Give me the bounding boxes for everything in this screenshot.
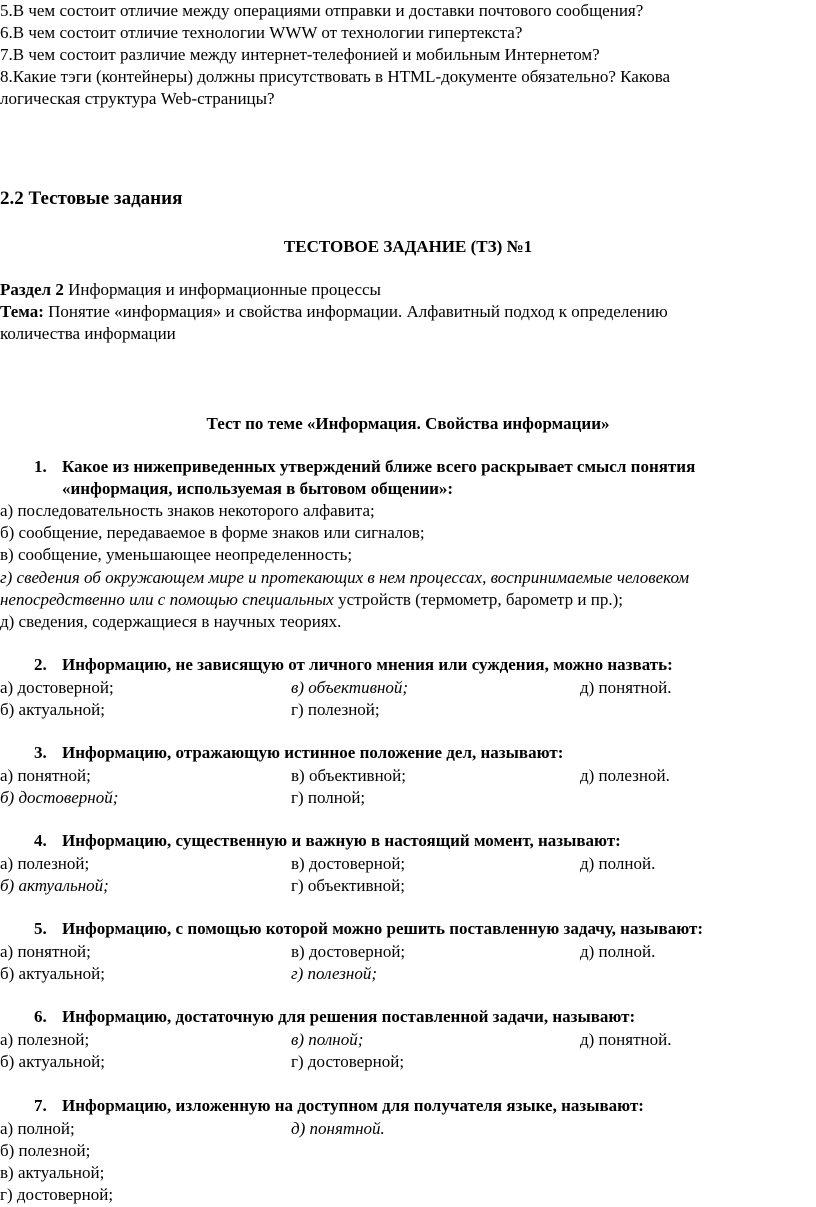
intro-question-5: 5.В чем состоит отличие между операциями отправки и доставки почтового сообщения? — [0, 1, 644, 20]
q5-number: 5. — [34, 919, 47, 938]
q3-option-g: г) полной; — [291, 788, 366, 807]
q2-option-d: д) понятной. — [580, 678, 672, 697]
q1-option-v: в) сообщение, уменьшающее неопределенность; — [0, 545, 353, 564]
q1-option-a: а) последовательность знаков некоторого алфавита; — [0, 501, 375, 520]
q1-title-cont: «информация, используемая в бытовом общении»: — [62, 479, 454, 498]
q3-option-b: б) достоверной; — [0, 788, 119, 807]
intro-question-8-cont: логическая структура Web-страницы? — [0, 89, 275, 108]
q3-number: 3. — [34, 743, 47, 762]
razdel-label: Раздел 2 — [0, 280, 64, 299]
q1-option-d: д) сведения, содержащиеся в научных теориях. — [0, 612, 342, 631]
q7-option-g: г) достоверной; — [0, 1185, 114, 1204]
test-title: ТЕСТОВОЕ ЗАДАНИЕ (ТЗ) №1 — [283, 237, 533, 256]
q3-option-a: а) понятной; — [0, 766, 91, 785]
q1-option-g: г) сведения об окружающем мире и протекающих в нем процессах, воспринимаемые человеком — [0, 568, 690, 587]
q7-option-v: в) актуальной; — [0, 1163, 105, 1182]
q7-title: Информацию, изложенную на доступном для получателя языке, называют: — [62, 1096, 644, 1115]
q7-option-a: а) полной; — [0, 1119, 75, 1138]
q6-option-g: г) достоверной; — [291, 1052, 405, 1071]
q2-title: Информацию, не зависящую от личного мнения или суждения, можно назвать: — [62, 655, 673, 674]
q7-option-d: д) понятной. — [291, 1119, 385, 1138]
q6-option-v: в) полной; — [291, 1030, 364, 1049]
section-heading: 2.2 Тестовые задания — [0, 188, 183, 209]
q5-option-d: д) полной. — [580, 942, 656, 961]
q5-option-v: в) достоверной; — [291, 942, 406, 961]
q2-option-v: в) объективной; — [291, 678, 409, 697]
q6-title: Информацию, достаточную для решения поставленной задачи, называют: — [62, 1007, 636, 1026]
tema-line-cont: количества информации — [0, 324, 176, 343]
tema-label: Тема: — [0, 302, 44, 321]
q2-number: 2. — [34, 655, 47, 674]
q6-option-d: д) понятной. — [580, 1030, 672, 1049]
q1-title: Какое из нижеприведенных утверждений ближе всего раскрывает смысл понятия — [62, 457, 696, 476]
q4-number: 4. — [34, 831, 47, 850]
intro-question-7: 7.В чем состоит различие между интернет-телефонией и мобильным Интернетом? — [0, 45, 600, 64]
q4-title: Информацию, существенную и важную в настоящий момент, называют: — [62, 831, 621, 850]
q1-number: 1. — [34, 457, 47, 476]
q1-option-g-cont — [0, 589, 623, 611]
intro-question-6: 6.В чем состоит отличие технологии WWW от технологии гипертекста? — [0, 23, 523, 42]
q1-option-g-italic: непосредственно или с помощью специальных — [0, 590, 334, 609]
q3-title: Информацию, отражающую истинное положение дел, называют: — [62, 743, 564, 762]
q6-option-a: а) полезной; — [0, 1030, 90, 1049]
tema-line — [0, 301, 668, 323]
q4-option-d: д) полной. — [580, 854, 656, 873]
q7-number: 7. — [34, 1096, 47, 1115]
q5-option-b: б) актуальной; — [0, 964, 105, 983]
q6-number: 6. — [34, 1007, 47, 1026]
q3-option-v: в) объективной; — [291, 766, 407, 785]
intro-question-8: 8.Какие тэги (контейнеры) должны присутствовать в HTML-документе обязательно? Какова — [0, 67, 671, 86]
q4-option-v: в) достоверной; — [291, 854, 406, 873]
razdel-text: Информация и информационные процессы — [63, 280, 381, 299]
q2-option-a: а) достоверной; — [0, 678, 114, 697]
razdel-line — [0, 279, 381, 301]
q5-title: Информацию, с помощью которой можно решить поставленную задачу, называют: — [62, 919, 704, 938]
q4-option-b: б) актуальной; — [0, 876, 109, 895]
q1-option-b: б) сообщение, передаваемое в форме знаков или сигналов; — [0, 523, 425, 542]
test-topic: Тест по теме «Информация. Свойства информации» — [206, 414, 610, 433]
q4-option-g: г) объективной; — [291, 876, 405, 895]
q2-option-b: б) актуальной; — [0, 700, 105, 719]
q7-option-b: б) полезной; — [0, 1141, 91, 1160]
q5-option-a: а) понятной; — [0, 942, 91, 961]
q2-option-g: г) полезной; — [291, 700, 380, 719]
tema-text: Понятие «информация» и свойства информации. Алфавитный подход к определению — [43, 302, 668, 321]
q3-option-d: д) полезной. — [580, 766, 670, 785]
q1-option-g-normal: устройств (термометр, барометр и пр.); — [333, 590, 623, 609]
q4-option-a: а) полезной; — [0, 854, 90, 873]
q6-option-b: б) актуальной; — [0, 1052, 105, 1071]
q5-option-g: г) полезной; — [291, 964, 378, 983]
